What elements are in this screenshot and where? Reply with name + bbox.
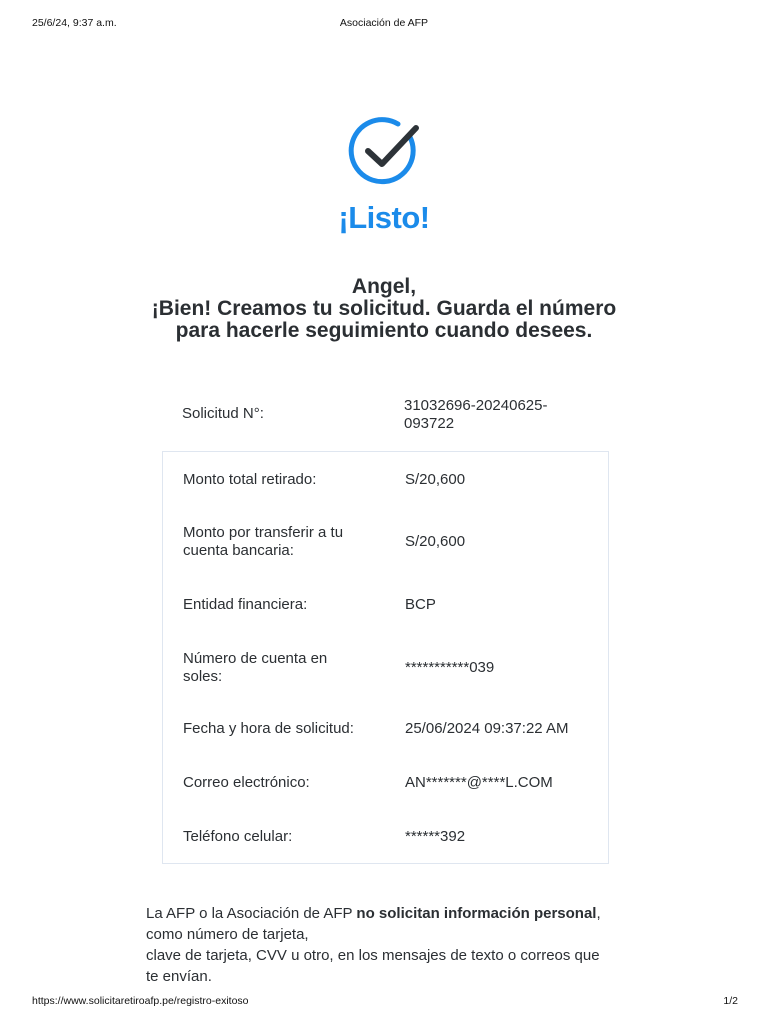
- request-details-card: [162, 451, 609, 864]
- success-heading: ¡Listo!: [338, 200, 430, 235]
- request-number-row: [182, 397, 602, 437]
- detail-label-transfer-line2: cuenta bancaria:: [183, 542, 294, 559]
- detail-label-account: [183, 650, 373, 686]
- detail-value-account: ***********039: [405, 659, 495, 676]
- notice-line-3: clave de tarjeta, CVV u otro, en los mensajes de texto o correos que: [146, 947, 600, 964]
- request-number-part1: 31032696-20240625-: [404, 397, 548, 414]
- detail-value-bank: BCP: [405, 596, 436, 613]
- notice-line-4: te envían.: [146, 968, 212, 985]
- detail-label-phone: Teléfono celular:: [183, 828, 293, 845]
- detail-row-bank: [183, 596, 603, 636]
- detail-value-phone: ******392: [405, 828, 466, 845]
- request-number-label: Solicitud N°:: [182, 405, 264, 422]
- detail-row-date: [183, 720, 603, 760]
- detail-label-total: Monto total retirado:: [183, 471, 317, 488]
- print-datetime: 25/6/24, 9:37 a.m.: [32, 17, 117, 29]
- detail-row-email: [183, 774, 603, 814]
- detail-value-total: S/20,600: [405, 471, 466, 488]
- detail-value-date: 25/06/2024 09:37:22 AM: [405, 720, 569, 737]
- print-title: Asociación de AFP: [339, 17, 429, 29]
- request-number-value: [404, 397, 584, 433]
- greeting-name: Angel,: [351, 275, 417, 298]
- detail-label-account-line1: Número de cuenta en: [183, 650, 328, 667]
- success-line-1: ¡Bien! Creamos tu solicitud. Guarda el número: [151, 297, 617, 320]
- detail-row-total: [183, 470, 603, 510]
- detail-row-transfer: [183, 524, 603, 564]
- success-message: [0, 276, 768, 342]
- notice-text-1: La AFP o la Asociación de AFP: [146, 905, 357, 922]
- detail-value-email: AN*******@****L.COM: [405, 774, 553, 791]
- notice-text-2: ,: [596, 905, 601, 922]
- print-footer: [0, 995, 768, 1011]
- security-notice: [146, 903, 666, 987]
- print-url: https://www.solicitaretiroafp.pe/registro-exitoso: [32, 995, 249, 1007]
- print-page-number: 1/2: [723, 995, 738, 1007]
- check-circle-icon: [348, 116, 422, 186]
- detail-label-bank: Entidad financiera:: [183, 596, 308, 613]
- detail-row-account: [183, 650, 603, 690]
- success-line-2: para hacerle seguimiento cuando desees.: [175, 319, 593, 342]
- notice-bold: no solicitan información personal: [356, 905, 597, 922]
- notice-line-2: como número de tarjeta,: [146, 926, 309, 943]
- detail-label-account-line2: soles:: [183, 668, 223, 685]
- detail-label-date: Fecha y hora de solicitud:: [183, 720, 354, 737]
- detail-label-transfer: [183, 524, 373, 560]
- request-number-part2: 093722: [404, 415, 455, 432]
- detail-label-email: Correo electrónico:: [183, 774, 310, 791]
- detail-label-transfer-line1: Monto por transferir a tu: [183, 524, 344, 541]
- detail-row-phone: [183, 828, 603, 868]
- detail-value-transfer: S/20,600: [405, 533, 466, 550]
- print-header: [0, 17, 768, 33]
